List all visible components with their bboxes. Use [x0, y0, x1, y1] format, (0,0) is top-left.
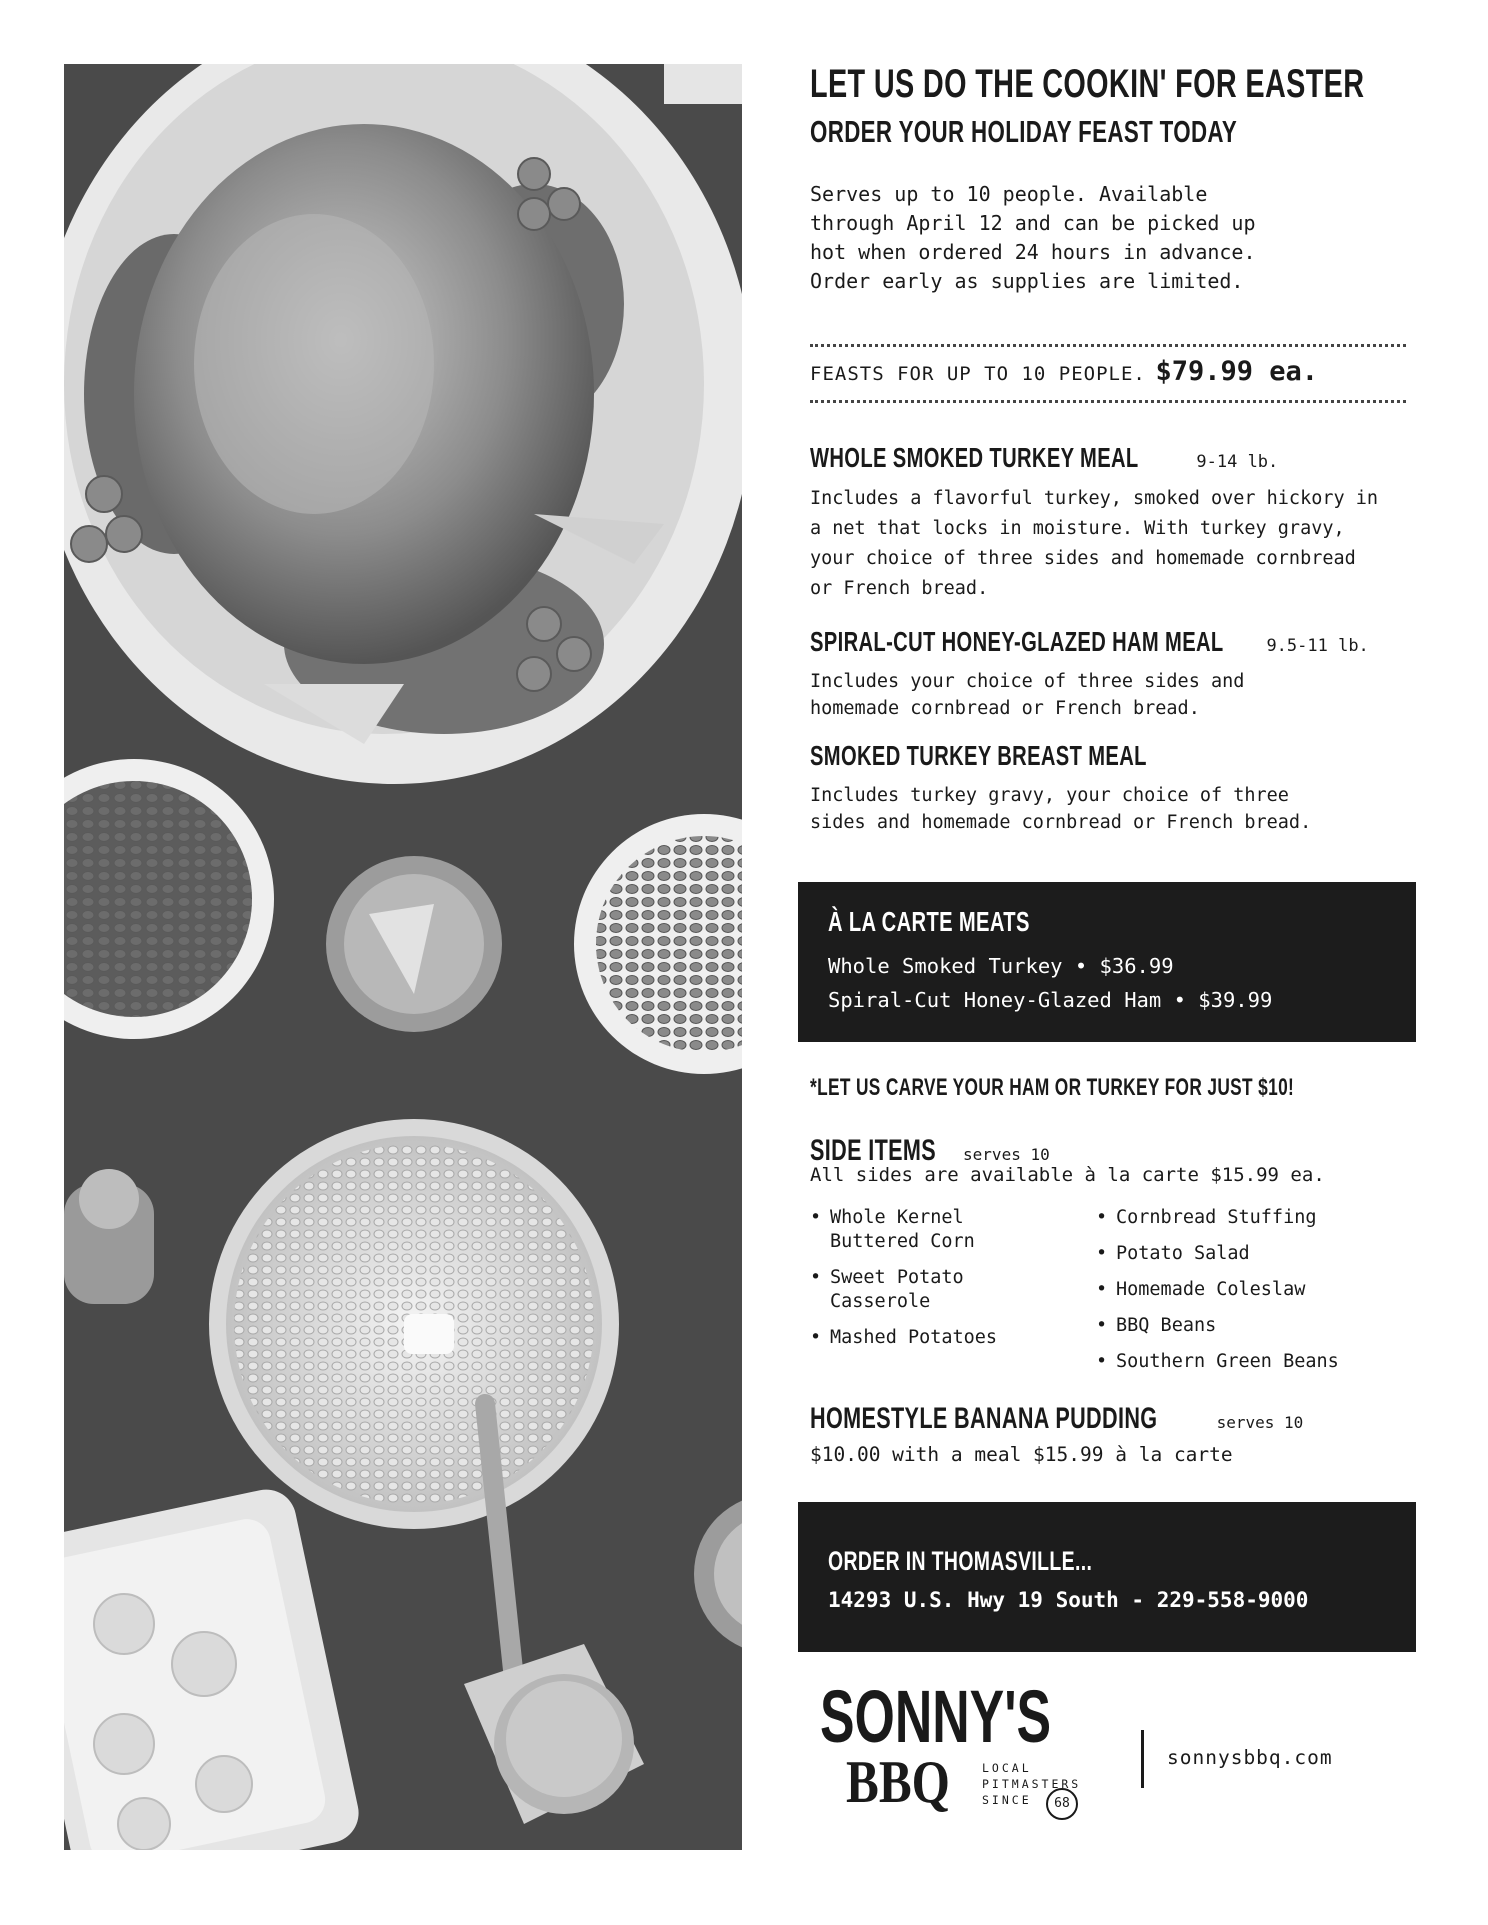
divider-bottom — [810, 400, 1406, 403]
feasts-price: $79.99 ea. — [1155, 356, 1319, 387]
a-la-carte-item: Whole Smoked Turkey • $36.99 — [828, 954, 1174, 978]
logo-tagline: LOCAL PITMASTERS SINCE — [982, 1761, 1082, 1807]
order-title: ORDER IN THOMASVILLE... — [828, 1546, 1093, 1576]
carve-note: *LET US CARVE YOUR HAM OR TURKEY FOR JUST $10! — [810, 1074, 1295, 1101]
intro-text: Serves up to 10 people. Available through April 12 and can be picked up hot when ordered 24 hours in advance. Order early as supplies are limited. — [810, 182, 1256, 293]
sides-note: All sides are available à la carte $15.99 ea. — [810, 1164, 1325, 1186]
website-link[interactable]: sonnysbbq.com — [1167, 1746, 1333, 1769]
list-item: • Potato Salad — [1096, 1242, 1416, 1266]
feasts-line — [810, 356, 1318, 387]
a-la-carte-title: À LA CARTE MEATS — [828, 906, 1030, 937]
feasts-label: FEASTS FOR UP TO 10 PEOPLE. — [810, 363, 1146, 385]
meal-title-turkey-breast: SMOKED TURKEY BREAST MEAL — [810, 740, 1147, 771]
list-item: • BBQ Beans — [1096, 1314, 1416, 1338]
sonnys-bbq-logo — [820, 1675, 1100, 1830]
sides-heading: SIDE ITEMS serves 10 — [810, 1134, 1050, 1167]
order-address: 14293 U.S. Hwy 19 South - 229-558-9000 — [828, 1588, 1309, 1612]
sides-serves: serves 10 — [963, 1145, 1050, 1164]
logo-sub: BBQ — [846, 1749, 950, 1815]
meal-description-turkey: Includes a flavorful turkey, smoked over hickory in a net that locks in moisture. With turkey gravy, your choice of three sides and homemade cornbread or French bread. — [810, 488, 1379, 599]
page-title: LET US DO THE COOKIN' FOR EASTER — [810, 62, 1365, 106]
list-item: • Homemade Coleslaw — [1096, 1278, 1416, 1302]
page-subtitle: ORDER YOUR HOLIDAY FEAST TODAY — [810, 114, 1238, 149]
pudding-price: $10.00 with a meal $15.99 à la carte — [810, 1443, 1233, 1466]
sides-list-right — [1096, 1206, 1416, 1386]
food-photo — [64, 64, 742, 1850]
sides-list-left — [810, 1206, 1080, 1362]
meal-weight: 9-14 lb. — [1196, 452, 1279, 472]
a-la-carte-item: Spiral-Cut Honey-Glazed Ham • $39.99 — [828, 988, 1273, 1012]
logo-name: SONNY'S — [820, 1675, 1052, 1758]
pudding-heading: HOMESTYLE BANANA PUDDING serves 10 — [810, 1402, 1304, 1435]
logo-since-badge: 68 — [1046, 1788, 1078, 1820]
meal-title-turkey: WHOLE SMOKED TURKEY MEAL 9-14 lb. — [810, 442, 1279, 473]
list-item: • Whole Kernel Buttered Corn — [810, 1206, 1080, 1254]
a-la-carte-box — [798, 882, 1416, 1042]
list-item: • Sweet Potato Casserole — [810, 1266, 1080, 1314]
meal-weight: 9.5-11 lb. — [1266, 636, 1369, 656]
logo-divider — [1141, 1730, 1144, 1788]
list-item: • Southern Green Beans — [1096, 1350, 1416, 1374]
meal-title-ham: SPIRAL-CUT HONEY-GLAZED HAM MEAL 9.5-11 lb. — [810, 626, 1369, 657]
order-box — [798, 1502, 1416, 1652]
meal-description-turkey-breast: Includes turkey gravy, your choice of three sides and homemade cornbread or French bread. — [810, 785, 1312, 833]
pudding-serves: serves 10 — [1216, 1413, 1304, 1432]
divider-top — [810, 344, 1406, 347]
list-item: • Mashed Potatoes — [810, 1326, 1080, 1350]
list-item: • Cornbread Stuffing — [1096, 1206, 1416, 1230]
meal-description-ham: Includes your choice of three sides and homemade cornbread or French bread. — [810, 671, 1245, 719]
